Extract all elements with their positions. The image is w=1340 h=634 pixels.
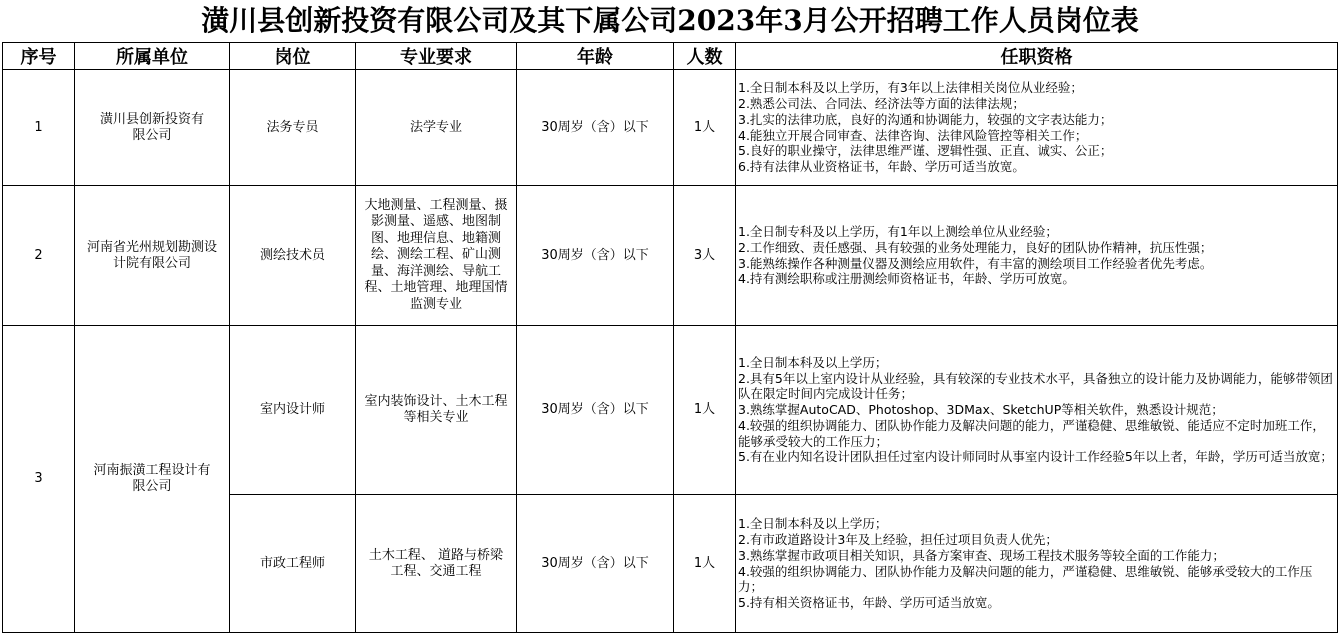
requirement-line: 5.良好的职业操守，法律思维严谨、逻辑性强、正直、诚实、公正； [738,143,1113,159]
requirement-line: 3.熟练掌握AutoCAD、Photoshop、3DMax、SketchUP等相关软件，熟悉设计规范； [738,402,1224,418]
requirement-line: 1.全日制本科及以上学历，有3年以上法律相关岗位从业经验； [738,80,1083,96]
cell-age: 30周岁（含）以下 [517,186,674,326]
cell-count: 1人 [674,326,736,495]
requirement-line: 2.工作细致、责任感强、具有较强的业务处理能力，良好的团队协作精神，抗压性强； [738,239,1213,255]
requirement-line: 2.熟悉公司法、合同法、经济法等方面的法律法规； [738,95,1025,111]
major-text: 土木工程、 道路与桥梁工程、交通工程 [368,547,504,579]
cell-major [356,326,517,495]
requirement-line: 4.较强的组织协调能力、团队协作能力及解决问题的能力，严谨稳健、思维敏锐、能够承受较大的工作压力； [738,563,1313,595]
major-text: 大地测量、工程测量、摄影测量、遥感、地图制图、地理信息、地籍测绘、测绘工程、矿山测量、海洋测绘、导航工程、土地管理、地理国情监测专业 [364,198,508,312]
cell-age: 30周岁（含）以下 [517,495,674,633]
cell-major [356,495,517,633]
unit-text: 河南省光州规划勘测设计院有限公司 [86,239,217,271]
requirement-line: 3.能熟练操作各种测量仪器及测绘应用软件，有丰富的测绘项目工作经验者优先考虑。 [738,255,1213,271]
requirement-line: 6.持有法律从业资格证书，年龄、学历可适当放宽。 [738,159,1025,175]
requirement-line: 2.有市政道路设计3年及上经验，担任过项目负责人优先； [738,531,1058,547]
cell-position: 测绘技术员 [230,186,356,326]
job-table [2,42,1338,633]
cell-age: 30周岁（含）以下 [517,326,674,495]
table-row [3,186,1338,326]
header-position: 岗位 [230,43,356,70]
requirement-line: 1.全日制本科及以上学历； [738,516,888,532]
cell-position: 法务专员 [230,70,356,186]
requirement-line: 3.熟练掌握市政项目相关知识，具备方案审查、现场工程技术服务等较全面的工作能力； [738,547,1225,563]
header-major: 专业要求 [356,43,517,70]
cell-requirements [736,186,1338,326]
cell-unit [75,70,230,186]
unit-text: 潢川县创新投资有限公司 [99,111,204,143]
header-unit: 所属单位 [75,43,230,70]
cell-position: 市政工程师 [230,495,356,633]
cell-count: 1人 [674,495,736,633]
requirement-line: 3.扎实的法律功底，良好的沟通和协调能力，较强的文字表达能力； [738,111,1113,127]
page-title: 潢川县创新投资有限公司及其下属公司2023年3月公开招聘工作人员岗位表 [201,4,1139,37]
cell-major: 法学专业 [356,70,517,186]
requirement-line: 1.全日制本科及以上学历； [738,354,888,370]
requirement-line: 4.持有测绘职称或注册测绘师资格证书，年龄、学历可放宽。 [738,271,1075,287]
cell-no: 2 [3,186,75,326]
table-row [3,70,1338,186]
major-text: 室内装饰设计、土木工程等相关专业 [364,394,508,425]
table-row [3,326,1338,495]
cell-major [356,186,517,326]
header-count: 人数 [674,43,736,70]
requirement-line: 5.有在业内知名设计团队担任过室内设计师同时从事室内设计工作经验5年以上者，年龄，学历可适当放宽； [738,449,1333,465]
cell-count: 3人 [674,186,736,326]
unit-text: 河南振潢工程设计有限公司 [93,463,211,494]
requirement-line: 4.能独立开展合同审查、法律咨询、法律风险管控等相关工作； [738,127,1088,143]
header-no: 序号 [3,43,75,70]
header-row [3,43,1338,70]
cell-requirements [736,70,1338,186]
cell-no: 1 [3,70,75,186]
cell-count: 1人 [674,70,736,186]
cell-unit [75,186,230,326]
cell-no: 3 [3,326,75,633]
cell-age: 30周岁（含）以下 [517,70,674,186]
requirement-line: 5.持有相关资格证书，年龄、学历可适当放宽。 [738,595,1000,611]
cell-requirements [736,495,1338,633]
cell-requirements [736,326,1338,495]
requirement-line: 1.全日制专科及以上学历，有1年以上测绘单位从业经验； [738,223,1058,239]
requirement-line: 4.较强的组织协调能力、团队协作能力及解决问题的能力，严谨稳健、思维敏锐、能适应不定时加班工作，能够承受较大的工作压力； [738,417,1325,449]
header-age: 年龄 [517,43,674,70]
header-requirements: 任职资格 [736,43,1338,70]
requirement-line: 2.具有5年以上室内设计从业经验，具有较深的专业技术水平，具备独立的设计能力及协调能力，能够带领团队在限定时间内完成设计任务； [738,370,1333,402]
cell-unit [75,326,230,633]
cell-position: 室内设计师 [230,326,356,495]
